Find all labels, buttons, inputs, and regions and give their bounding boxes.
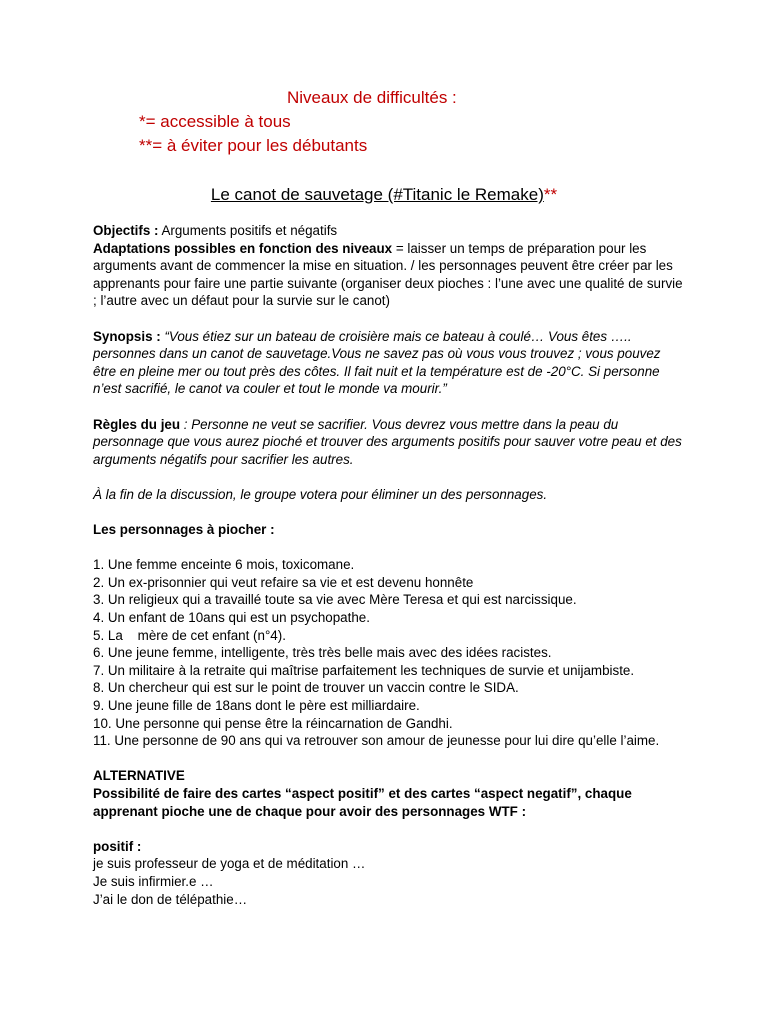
- list-item: 7. Un militaire à la retraite qui maîtrise parfaitement les techniques de survie et unijambiste.: [93, 662, 635, 678]
- list-item: 9. Une jeune fille de 18ans dont le père est milliardaire.: [93, 698, 420, 714]
- personnages-heading: [93, 521, 683, 539]
- personnages-list: [93, 556, 683, 750]
- list-item: J’ai le don de télépathie…: [93, 891, 248, 907]
- adaptations-text: = laisser un temps de préparation pour les arguments avant de commencer la mise en situation. / les personnages peuvent être créer par les apprenants pour faire une partie suivante (organiser deux pioches : l’une avec une qualité de survie ; l’autre avec un défaut pour la survie sur le canot): [93, 240, 683, 309]
- synopsis: [93, 328, 683, 398]
- synopsis-label: Synopsis :: [93, 328, 165, 344]
- list-item: 6. Une jeune femme, intelligente, très très belle mais avec des idées racistes.: [93, 645, 552, 661]
- adaptations: [93, 240, 683, 310]
- level-hard: **= à éviter pour les débutants: [139, 136, 368, 155]
- personnages-heading-text: Les personnages à piocher :: [93, 522, 275, 538]
- document-body: [93, 222, 683, 908]
- synopsis-text: “Vous étiez sur un bateau de croisière mais ce bateau à coulé… Vous êtes ….. personnes dans un canot de sauvetage.Vous ne savez pas où vous vous trouvez ; vous pouvez être en pleine mer ou tout près des côtes. Il fait nuit et la température est de -20°C. Si personne n’est sacrifié, le canot va couler et tout le monde va mourir.”: [93, 328, 661, 397]
- list-item: je suis professeur de yoga et de méditation …: [93, 856, 366, 872]
- list-item: 3. Un religieux qui a travaillé toute sa vie avec Mère Teresa et qui est narcissique.: [93, 592, 577, 608]
- list-item: 10. Une personne qui pense être la réincarnation de Gandhi.: [93, 715, 453, 731]
- objectifs-label: Objectifs :: [93, 223, 159, 238]
- list-item: 5. La mère de cet enfant (n°4).: [93, 627, 286, 643]
- fin: [93, 486, 683, 504]
- game-title: [0, 184, 768, 206]
- adaptations-label: Adaptations possibles en fonction des niveaux: [93, 240, 393, 256]
- positif-heading-text: positif :: [93, 838, 142, 854]
- game-difficulty: **: [543, 185, 558, 204]
- positif-heading: [93, 838, 683, 856]
- list-item: Je suis infirmier.e …: [93, 873, 214, 889]
- list-item: 2. Un ex-prisonnier qui veut refaire sa vie et est devenu honnête: [93, 574, 474, 590]
- level-easy: *= accessible à tous: [139, 112, 291, 131]
- game-title-text: Le canot de sauvetage (#Titanic le Remake): [210, 185, 544, 204]
- regles-text: : Personne ne veut se sacrifier. Vous devrez vous mettre dans la peau du personnage que vous aurez pioché et trouver des arguments positifs pour sauver votre peau et des arguments négatifs pour sacrifier les autres.: [93, 416, 682, 467]
- fin-text: À la fin de la discussion, le groupe votera pour éliminer un des personnages.: [93, 486, 548, 502]
- objectifs-text: Arguments positifs et négatifs: [158, 223, 338, 238]
- regles-label: Règles du jeu: [93, 416, 181, 432]
- list-item: 8. Un chercheur qui est sur le point de trouver un vaccin contre le SIDA.: [93, 680, 519, 696]
- list-item: 1. Une femme enceinte 6 mois, toxicomane.: [93, 557, 355, 573]
- list-item: 4. Un enfant de 10ans qui est un psychopathe.: [93, 610, 370, 626]
- alternative-heading: [93, 767, 683, 785]
- alternative-text: [93, 785, 683, 820]
- objectifs: [93, 222, 683, 240]
- levels-title: Niveaux de difficultés :: [287, 88, 457, 107]
- alternative-body: Possibilité de faire des cartes “aspect positif” et des cartes “aspect negatif”, chaque apprenant pioche une de chaque pour avoir des personnages WTF :: [93, 786, 632, 819]
- regles: [93, 416, 683, 469]
- alternative-heading-text: ALTERNATIVE: [93, 768, 185, 784]
- list-item: 11. Une personne de 90 ans qui va retrouver son amour de jeunesse pour lui dire qu’elle l’aime.: [93, 733, 660, 749]
